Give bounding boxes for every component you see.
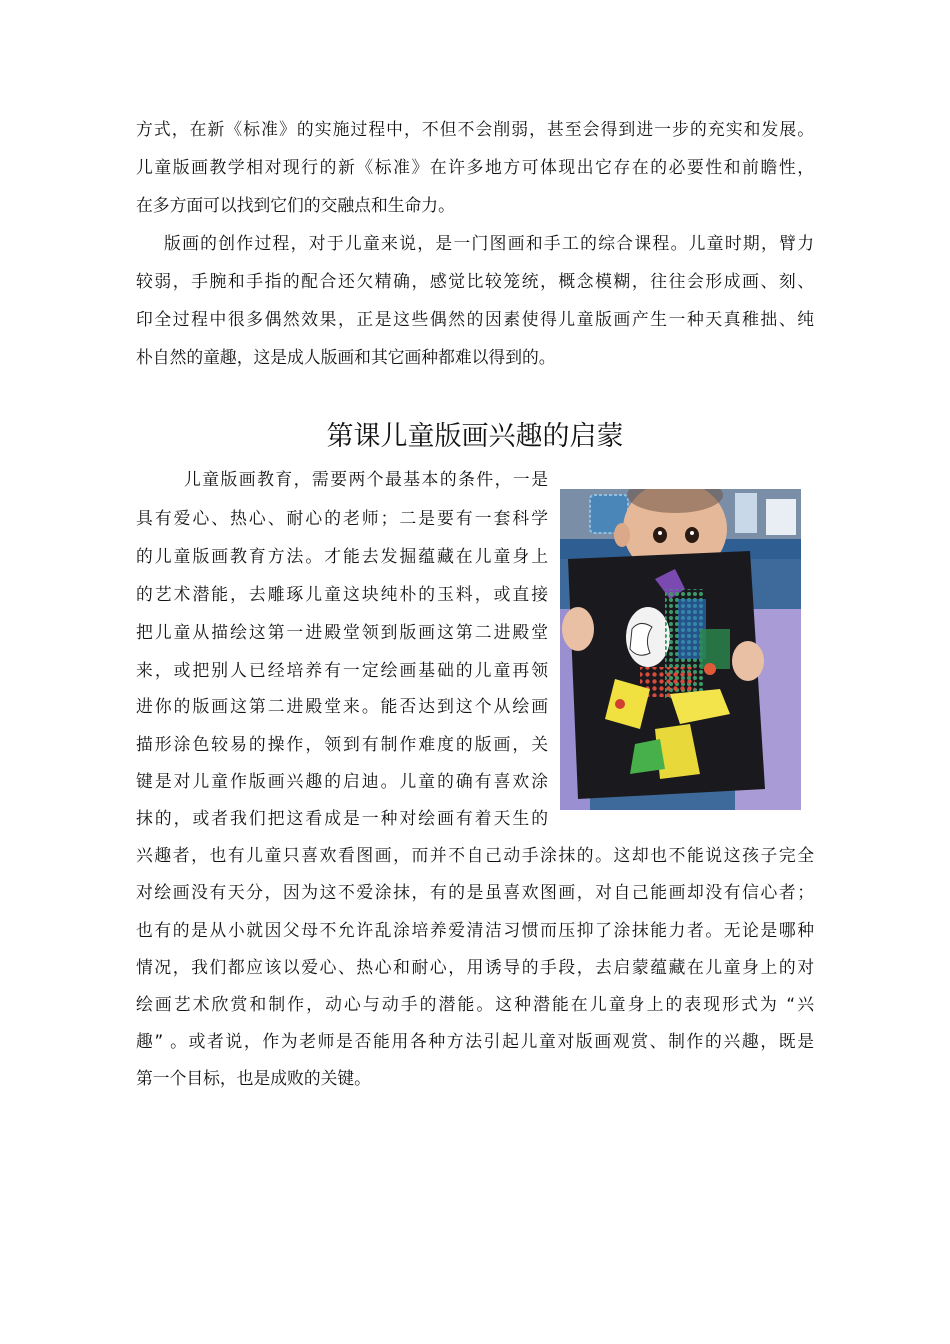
- child-artwork-photo: [560, 489, 801, 810]
- paragraph-line: 对绘画没有天分，因为这不爱涂抹，有的是虽喜欢图画，对自己能画却没有信心者；: [136, 882, 814, 902]
- paragraph-line: 方式，在新《标准》的实施过程中，不但不会削弱，甚至会得到进一步的充实和发展。: [136, 119, 814, 139]
- paragraph-line: 绘画艺术欣赏和制作，动心与动手的潜能。这种潜能在儿童身上的表现形式为 “兴: [136, 994, 814, 1014]
- paragraph-line: 趣” 。或者说，作为老师是否能用各种方法引起儿童对版画观赏、制作的兴趣，既是: [136, 1031, 814, 1051]
- paragraph-line: 儿童版画教育，需要两个最基本的条件，一是: [184, 469, 548, 489]
- photo-illustration: [560, 489, 801, 810]
- paragraph-line: 来，或把别人已经培养有一定绘画基础的儿童再领: [136, 660, 548, 680]
- paragraph-line: 版画的创作过程，对于儿童来说，是一门图画和手工的综合课程。儿童时期，臂力: [164, 233, 814, 253]
- paragraph-line: 的儿童版画教育方法。才能去发掘蕴藏在儿童身上: [136, 546, 548, 566]
- section-title: 第课儿童版画兴趣的启蒙: [326, 421, 624, 452]
- paragraph-line: 抹的，或者我们把这看成是一种对绘画有着天生的: [136, 808, 548, 828]
- paragraph-line: 较弱，手腕和手指的配合还欠精确，感觉比较笼统，概念模糊，往往会形成画、刻、: [136, 271, 814, 291]
- paragraph-line: 的艺术潜能，去雕琢儿童这块纯朴的玉料，或直接: [136, 584, 548, 604]
- paragraph-line: 把儿童从描绘这第一进殿堂领到版画这第二进殿堂: [136, 622, 548, 642]
- paragraph-line: 儿童版画教学相对现行的新《标准》在许多地方可体现出它存在的必要性和前瞻性，: [136, 157, 814, 177]
- paragraph-line: 描形涂色较易的操作，领到有制作难度的版画，关: [136, 734, 548, 754]
- paragraph-line: 朴自然的童趣，这是成人版画和其它画种都难以得到的。: [136, 347, 556, 367]
- paragraph-line: 进你的版画这第二进殿堂来。能否达到这个从绘画: [136, 696, 548, 716]
- paragraph-line: 具有爱心、热心、耐心的老师；二是要有一套科学: [136, 508, 548, 528]
- paragraph-line: 情况，我们都应该以爱心、热心和耐心，用诱导的手段，去启蒙蕴藏在儿童身上的对: [136, 957, 814, 977]
- paragraph-line: 兴趣者，也有儿童只喜欢看图画，而并不自己动手涂抹的。这却也不能说这孩子完全: [136, 845, 814, 865]
- paragraph-line: 第一个目标，也是成败的关键。: [136, 1068, 371, 1088]
- paragraph-line: 在多方面可以找到它们的交融点和生命力。: [136, 195, 455, 215]
- paragraph-line: 键是对儿童作版画兴趣的启迪。儿童的确有喜欢涂: [136, 771, 548, 791]
- paragraph-line: 也有的是从小就因父母不允许乱涂培养爱清洁习惯而压抑了涂抹能力者。无论是哪种: [136, 920, 814, 940]
- paragraph-line: 印全过程中很多偶然效果，正是这些偶然的因素使得儿童版画产生一种天真稚拙、纯: [136, 309, 814, 329]
